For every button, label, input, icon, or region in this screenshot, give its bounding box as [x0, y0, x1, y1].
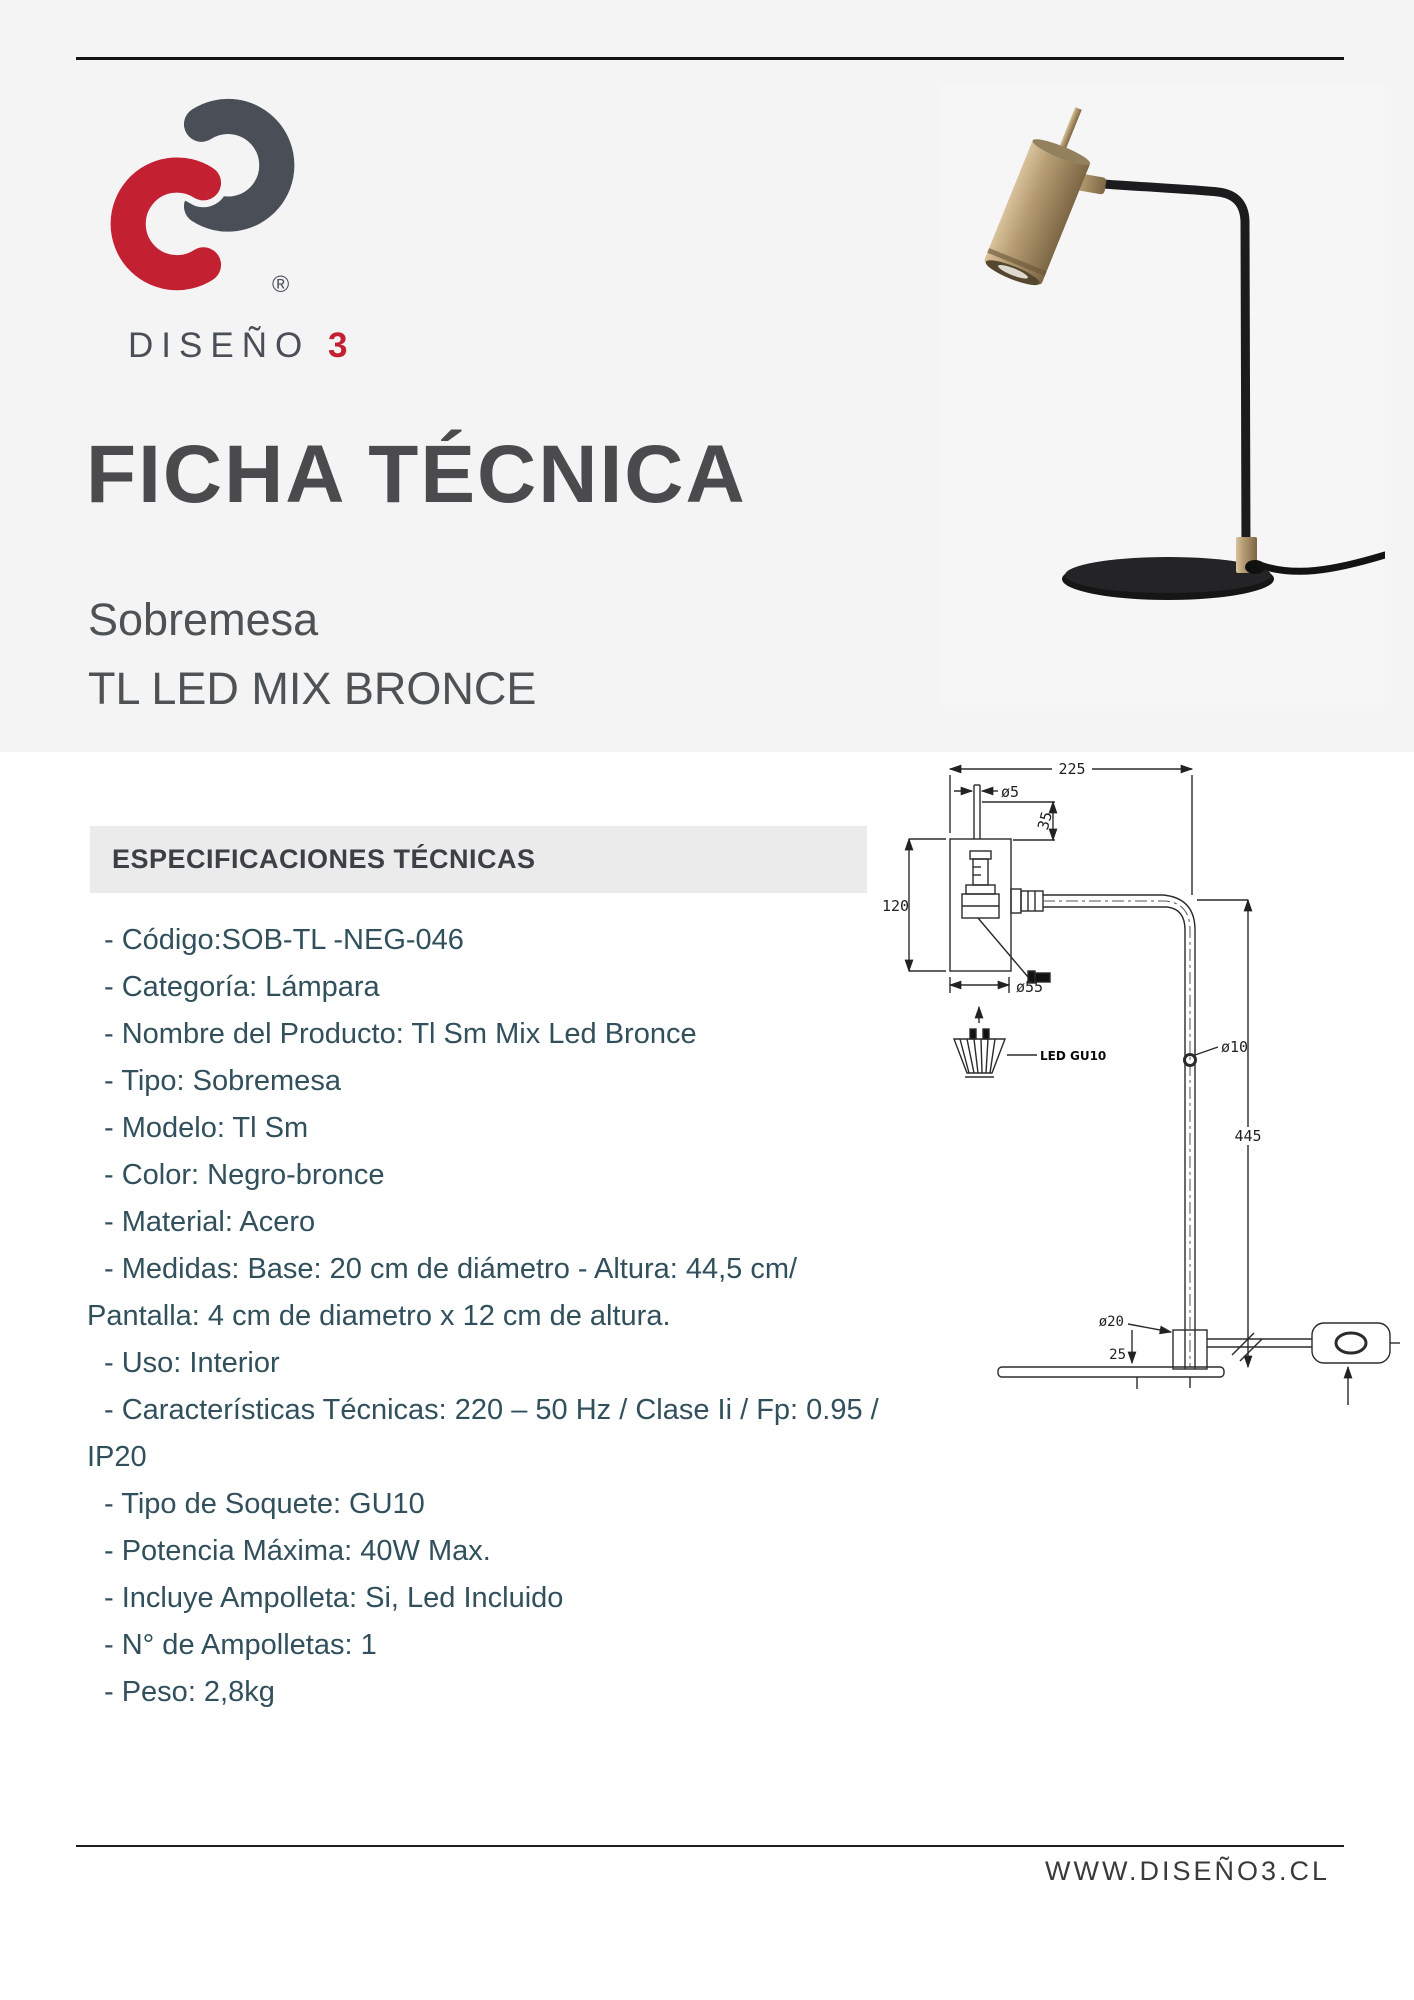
product-subtitle: [88, 585, 536, 723]
spec-item: [87, 964, 932, 1011]
spec-line: - Uso: Interior: [104, 1347, 280, 1379]
spec-item: [87, 1481, 932, 1528]
spec-line: - Tipo: Sobremesa: [104, 1065, 341, 1097]
brand-name-text: DISEÑO: [128, 326, 311, 365]
spec-line: - Características Técnicas: 220 – 50 Hz / Clase Ii / Fp: 0.95 /: [104, 1394, 879, 1426]
spec-line: - Material: Acero: [104, 1206, 316, 1238]
spec-item: [87, 1011, 932, 1058]
spec-item: [87, 1199, 932, 1246]
photo-background: [940, 85, 1385, 705]
dim-head-dia-label: ø55: [1016, 978, 1044, 996]
footer-divider-line: [76, 1845, 1344, 1847]
spec-item: [87, 917, 932, 964]
specifications-heading: ESPECIFICACIONES TÉCNICAS: [90, 826, 867, 893]
brand-number: 3: [327, 326, 356, 365]
dim-rod-dia-label: ø5: [1001, 783, 1020, 801]
spec-item: [87, 1575, 932, 1622]
spec-line: - Categoría: Lámpara: [104, 971, 380, 1003]
spec-line: - Peso: 2,8kg: [104, 1676, 275, 1708]
spec-line: - Modelo: Tl Sm: [104, 1112, 309, 1144]
spec-line: - Medidas: Base: 20 cm de diámetro - Altura: 44,5 cm/: [104, 1253, 798, 1285]
spec-item: [87, 1058, 932, 1105]
dim-width-label: 225: [1058, 760, 1086, 778]
spec-line-continued: IP20: [87, 1441, 147, 1473]
spec-item: [87, 1669, 932, 1716]
dim-collar-dia-label: ø20: [1098, 1314, 1124, 1330]
diseno3-logo-icon: [100, 88, 305, 306]
website-url: WWW.DISEÑO3.CL: [1044, 1856, 1330, 1886]
spec-line: - Código:SOB-TL -NEG-046: [104, 924, 464, 956]
dim-head-len-label: 120: [882, 897, 910, 915]
spec-line: - Nombre del Producto: Tl Sm Mix Led Bronce: [104, 1018, 697, 1050]
brand-name: [128, 326, 355, 366]
subtitle-line-2: TL LED MIX BRONCE: [88, 663, 537, 714]
top-divider-line: [76, 57, 1344, 60]
spec-item: [87, 1387, 932, 1481]
spec-line: - Potencia Máxima: 40W Max.: [104, 1535, 491, 1567]
dim-base-offset-label: 25: [1109, 1347, 1126, 1363]
dim-height-label: 445: [1234, 1127, 1262, 1145]
spec-line: - Incluye Ampolleta: Si, Led Incluido: [104, 1582, 564, 1614]
specifications-list: [87, 917, 932, 1716]
spec-line-continued: Pantalla: 4 cm de diametro x 12 cm de altura.: [87, 1300, 671, 1332]
spec-item: [87, 1528, 932, 1575]
subtitle-line-1: Sobremesa: [88, 594, 319, 645]
registered-mark: ®: [271, 271, 290, 298]
dim-pole-dia-label: ø10: [1221, 1038, 1249, 1056]
bulb-type-label: LED GU10: [1040, 1049, 1107, 1063]
spec-line: - Color: Negro-bronce: [104, 1159, 385, 1191]
page-title: FICHA TÉCNICA: [86, 429, 747, 520]
spec-item: [87, 1340, 932, 1387]
spec-line: - Tipo de Soquete: GU10: [104, 1488, 425, 1520]
dim-rod-len-label: 35: [1034, 809, 1057, 832]
product-photo: [940, 85, 1385, 705]
spec-item: [87, 1622, 932, 1669]
spec-item: [87, 1246, 932, 1340]
spec-item: [87, 1105, 932, 1152]
technical-drawing: [880, 755, 1400, 1415]
spec-line: - N° de Ampolletas: 1: [104, 1629, 377, 1661]
spec-item: [87, 1152, 932, 1199]
